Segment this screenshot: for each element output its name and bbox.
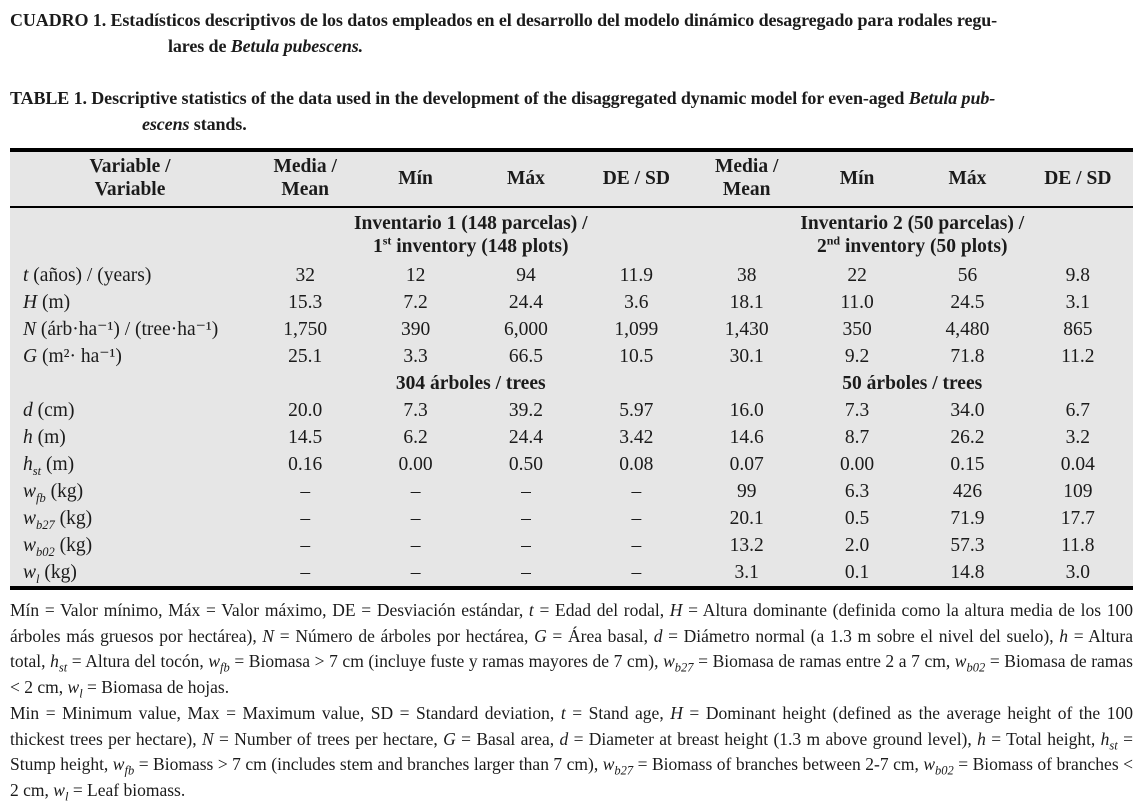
footnote-symbol: t — [528, 600, 534, 620]
value-cell: – — [300, 481, 311, 502]
value-cell: 3.6 — [624, 292, 649, 313]
caption-en-species-name-part1: Betula pub- — [908, 88, 996, 108]
column-header-sd-2: DE / SD — [1023, 150, 1133, 207]
value-cell: 3.0 — [1065, 562, 1090, 583]
value-cell: 6,000 — [504, 319, 548, 340]
variable-subscript: b27 — [36, 517, 55, 532]
footnote-symbol: h — [1100, 728, 1110, 749]
table-row — [10, 343, 1133, 370]
value-cell: 38 — [736, 265, 757, 286]
trees-group-row — [10, 370, 1133, 397]
variable-unit: (m) — [37, 292, 71, 313]
footnote-symbol-subscript: fb — [220, 660, 230, 675]
trees-1-header: 304 árboles / trees — [395, 373, 546, 394]
value-cell: 14.8 — [950, 562, 985, 583]
inventory-2-line2 — [695, 235, 1131, 258]
variable-symbol: w — [23, 535, 37, 556]
table-caption-en — [10, 85, 1133, 137]
value-cell: 109 — [1063, 481, 1093, 502]
column-header-min-2: Mín — [802, 150, 912, 207]
value-cell: 20.1 — [729, 508, 764, 529]
value-cell: – — [631, 508, 642, 529]
value-cell: 0.00 — [398, 454, 433, 475]
footnote-en: Min = Minimum value, Max = Maximum value, SD = Standard deviation, t = Stand age, H = Dominant height (defined as the average height of the 100 thickest trees per hectare), N = Number of trees per hectare, G = Basal area, d = Diameter at breast height (1.3 m above ground level), h = Total height, $h_{st}$ = Stump height, $w_{fb}$ = Biomass > 7 cm (includes stem and branches larger than 7 cm), $w_{b27}$ = Biomass of branches between 2-7 cm, $w_{b02}$ = Biomass of branches < 2 cm, $w_l$ = Leaf biomass. — [10, 703, 1133, 803]
value-cell: 3.2 — [1065, 427, 1090, 448]
value-cell: – — [300, 508, 311, 529]
value-cell: – — [521, 535, 531, 556]
variable-unit: (cm) — [32, 400, 75, 421]
value-cell: 17.7 — [1060, 508, 1095, 529]
table-row — [10, 289, 1133, 316]
value-cell: 350 — [842, 319, 872, 340]
value-cell: 34.0 — [950, 400, 985, 421]
footnote-symbol: w — [208, 651, 221, 671]
value-cell: 6.7 — [1065, 400, 1090, 421]
value-cell: 0.15 — [950, 454, 985, 475]
value-cell: 39.2 — [508, 400, 543, 421]
value-cell: 5.97 — [619, 400, 654, 421]
value-cell: 11.8 — [1061, 535, 1095, 556]
value-cell: 24.4 — [508, 427, 543, 448]
value-cell: 99 — [736, 481, 757, 502]
value-cell: 66.5 — [508, 346, 543, 367]
value-cell: – — [410, 508, 421, 529]
value-cell: 32 — [295, 265, 315, 286]
inventory-1-line2 — [253, 235, 689, 258]
variable-symbol: w — [23, 562, 37, 583]
header-mean1-line2: Mean — [281, 179, 330, 200]
trees-2-header: 50 árboles / trees — [842, 373, 983, 394]
header-mean2-line2: Mean — [722, 179, 771, 200]
inventory-1-header — [250, 207, 692, 262]
footnote-es: Mín = Valor mínimo, Máx = Valor máximo, DE = Desviación estándar, t = Edad del rodal, H = Altura dominante (definida como la altura media de los 100 árboles más gruesos por hectárea), N = Número de árboles por hectárea, G = Área basal, d = Diámetro normal (a 1.3 m sobre el nivel del suelo), h = Altura total, $h_{st}$ = Altura del tocón, $w_{fb}$ = Biomasa > 7 cm (incluye fuste y ramas mayores de 7 cm), $w_{b27}$ = Biomasa de ramas entre 2 a 7 cm, $w_{b02}$ = Biomasa de ramas < 2 cm, $w_l$ = Biomasa de hojas. — [10, 600, 1134, 700]
footnote-symbol: w — [663, 651, 675, 671]
value-cell: 25.1 — [288, 346, 323, 367]
value-cell: – — [521, 562, 531, 583]
footnote-symbol-subscript: b02 — [935, 763, 954, 778]
value-cell: 13.2 — [729, 535, 764, 556]
footnote-symbol-subscript: b27 — [614, 763, 634, 778]
footnote-symbol: w — [954, 651, 967, 671]
variable-unit: (kg) — [54, 508, 93, 529]
value-cell: 18.1 — [729, 292, 764, 313]
variable-unit: (m²· ha⁻¹) — [37, 346, 122, 367]
value-cell: 0.04 — [1060, 454, 1095, 475]
inventory-2-ordinal-suffix: nd — [826, 233, 841, 248]
value-cell: 3.42 — [619, 427, 654, 448]
caption-en-line1-text: TABLE 1. Descriptive statistics of the data used in the development of the disaggregated dynamic model for even-aged — [10, 88, 909, 108]
footnote-symbol: t — [560, 703, 566, 723]
value-cell: 12 — [405, 265, 426, 286]
value-cell: – — [631, 535, 642, 556]
variable-symbol: H — [23, 292, 38, 313]
value-cell: – — [521, 481, 531, 502]
empty-cell — [10, 370, 250, 397]
value-cell: 1,430 — [724, 319, 769, 340]
footnote-symbol-subscript: b27 — [674, 660, 694, 675]
value-cell: – — [410, 481, 421, 502]
empty-cell — [10, 207, 250, 262]
value-cell: 71.8 — [950, 346, 985, 367]
footnote-symbol: h — [1059, 625, 1069, 646]
footnote-symbol: d — [559, 728, 569, 749]
value-cell: 14.5 — [288, 427, 323, 448]
table-row — [10, 478, 1133, 505]
footnote-symbol: h — [977, 728, 986, 749]
inventory-2-line1: Inventario 2 (50 parcelas) / — [800, 213, 1025, 234]
value-cell: 9.8 — [1065, 265, 1090, 286]
value-cell: 0.00 — [840, 454, 875, 475]
header-mean2-line1: Media / — [715, 156, 779, 177]
caption-en-species-name-part2: escens — [142, 114, 190, 134]
value-cell: 16.0 — [729, 400, 764, 421]
caption-es-species-name: Betula pubescens. — [230, 36, 364, 56]
value-cell: 426 — [952, 481, 983, 502]
value-cell: 2.0 — [844, 535, 870, 556]
variable-label — [10, 451, 250, 478]
variable-subscript: b02 — [36, 544, 55, 559]
header-variable-line1: Variable / — [89, 156, 171, 177]
footnote-symbol-subscript: st — [58, 660, 68, 675]
footnote-symbol: N — [262, 625, 275, 646]
table-row — [10, 262, 1133, 289]
caption-es-line2 — [10, 33, 1133, 59]
footnote-symbol: H — [669, 600, 683, 620]
table-row — [10, 559, 1133, 588]
value-cell: 1,099 — [614, 319, 659, 340]
inventory-1-ordinal-suffix: st — [382, 233, 392, 248]
variable-label — [10, 262, 250, 289]
value-cell: 0.07 — [729, 454, 764, 475]
table-row — [10, 532, 1133, 559]
column-header-min-1: Mín — [360, 150, 470, 207]
value-cell: – — [631, 481, 642, 502]
table-row — [10, 424, 1133, 451]
value-cell: – — [300, 562, 311, 583]
value-cell: 3.3 — [403, 346, 428, 367]
variable-unit: (m) — [32, 427, 66, 448]
variable-unit: (años) / (years) — [28, 265, 152, 286]
inventory-2-header — [692, 207, 1134, 262]
inventory-2-ordinal: 2 — [817, 236, 827, 257]
caption-es-line1: CUADRO 1. Estadísticos descriptivos de los datos empleados en el desarrollo del modelo dinámico desagregado para rodales regu- — [10, 10, 998, 30]
footnote-symbol-subscript: l — [79, 686, 83, 700]
value-cell: 57.3 — [950, 535, 985, 556]
value-cell: – — [410, 535, 421, 556]
variable-label — [10, 316, 250, 343]
variable-label — [10, 532, 250, 559]
value-cell: 11.2 — [1061, 346, 1095, 367]
footnote-symbol: H — [670, 703, 683, 723]
value-cell: 3.1 — [734, 562, 759, 583]
value-cell: 24.4 — [508, 292, 543, 313]
value-cell: 11.9 — [619, 265, 654, 286]
variable-symbol: N — [23, 319, 37, 340]
value-cell: 24.5 — [950, 292, 985, 313]
value-cell: 6.2 — [403, 427, 428, 448]
variable-subscript: l — [36, 571, 40, 586]
header-row — [10, 150, 1133, 207]
value-cell: 7.3 — [403, 400, 428, 421]
variable-unit: (m) — [41, 454, 75, 475]
value-cell: 8.7 — [844, 427, 870, 448]
inventory-group-row — [10, 207, 1133, 262]
column-header-sd-1: DE / SD — [581, 150, 691, 207]
value-cell: 1,750 — [283, 319, 328, 340]
variable-symbol: w — [23, 508, 37, 529]
variable-label — [10, 505, 250, 532]
variable-symbol: d — [23, 400, 33, 421]
value-cell: 20.0 — [288, 400, 323, 421]
value-cell: 30.1 — [729, 346, 764, 367]
variable-unit: (kg) — [45, 481, 84, 502]
column-header-variable — [10, 150, 250, 207]
variable-subscript: st — [32, 463, 42, 478]
header-variable-line2: Variable — [94, 179, 166, 200]
inventory-1-ordinal: 1 — [372, 236, 383, 257]
table-row — [10, 505, 1133, 532]
variable-unit: (kg) — [54, 535, 93, 556]
value-cell: 11.0 — [840, 292, 874, 313]
value-cell: – — [631, 562, 642, 583]
caption-en-line2-text: stands. — [189, 114, 247, 134]
inventory-1-rest: inventory (148 plots) — [391, 236, 569, 257]
variable-label — [10, 424, 250, 451]
caption-en-line1 — [10, 85, 1133, 111]
table-row — [10, 316, 1133, 343]
table-row — [10, 451, 1133, 478]
value-cell: 4,480 — [945, 319, 990, 340]
caption-es-line2-text: lares de — [168, 36, 231, 56]
footnote-symbol: w — [67, 676, 80, 697]
column-header-max-1: Máx — [471, 150, 581, 207]
footnote-symbol-subscript: fb — [124, 763, 135, 778]
header-mean1-line1: Media / — [273, 156, 337, 177]
value-cell: – — [300, 535, 311, 556]
variable-symbol: w — [23, 481, 37, 502]
footnote-symbol: w — [923, 754, 936, 774]
footnote-symbol-subscript: l — [64, 789, 69, 803]
value-cell: – — [410, 562, 421, 583]
value-cell: 0.5 — [844, 508, 870, 529]
variable-label — [10, 397, 250, 424]
value-cell: 7.2 — [403, 292, 428, 313]
footnote-symbol: w — [112, 754, 125, 774]
value-cell: 10.5 — [619, 346, 654, 367]
value-cell: 3.1 — [1065, 292, 1090, 313]
value-cell: 6.3 — [844, 481, 870, 502]
inventory-2-rest: inventory (50 plots) — [840, 236, 1008, 257]
column-header-mean-2 — [692, 150, 802, 207]
value-cell: 22 — [847, 265, 867, 286]
variable-symbol: G — [23, 346, 38, 367]
variable-unit: (kg) — [39, 562, 77, 583]
value-cell: 0.1 — [844, 562, 870, 583]
value-cell: 0.08 — [619, 454, 654, 475]
value-cell: 94 — [516, 265, 536, 286]
value-cell: 865 — [1063, 319, 1093, 340]
variable-symbol: h — [23, 454, 33, 475]
footnote-symbol-subscript: st — [1109, 738, 1118, 752]
footnote-symbol: G — [534, 625, 547, 646]
statistics-table — [10, 148, 1133, 590]
caption-en-line2 — [10, 111, 1133, 137]
variable-subscript: fb — [36, 490, 46, 505]
variable-label — [10, 478, 250, 505]
value-cell: 15.3 — [288, 292, 323, 313]
variable-symbol: h — [23, 427, 33, 448]
footnote-symbol: N — [201, 728, 214, 749]
footnote-symbol: w — [53, 779, 65, 800]
value-cell: 9.2 — [844, 346, 870, 367]
footnote-symbol: d — [653, 625, 663, 646]
variable-label — [10, 559, 250, 588]
variable-symbol: t — [23, 265, 29, 286]
value-cell: 390 — [400, 319, 431, 340]
footnote-symbol: G — [443, 728, 456, 749]
variable-label — [10, 289, 250, 316]
value-cell: 14.6 — [729, 427, 764, 448]
value-cell: 0.50 — [508, 454, 543, 475]
inventory-1-line1: Inventario 1 (148 parcelas) / — [353, 213, 588, 234]
value-cell: – — [521, 508, 531, 529]
footnote-symbol: h — [50, 651, 59, 671]
variable-unit: (árb·ha⁻¹) / (tree·ha⁻¹) — [36, 319, 219, 340]
column-header-mean-1 — [250, 150, 360, 207]
table-caption-es — [10, 7, 1133, 59]
footnote-symbol-subscript: b02 — [966, 660, 986, 675]
value-cell: 71.9 — [950, 508, 985, 529]
value-cell: 0.16 — [288, 454, 323, 475]
footnote-symbol: w — [602, 754, 615, 774]
value-cell: 26.2 — [950, 427, 985, 448]
value-cell: 56 — [957, 265, 978, 286]
variable-label — [10, 343, 250, 370]
value-cell: 7.3 — [844, 400, 870, 421]
column-header-max-2: Máx — [912, 150, 1022, 207]
table-row — [10, 397, 1133, 424]
